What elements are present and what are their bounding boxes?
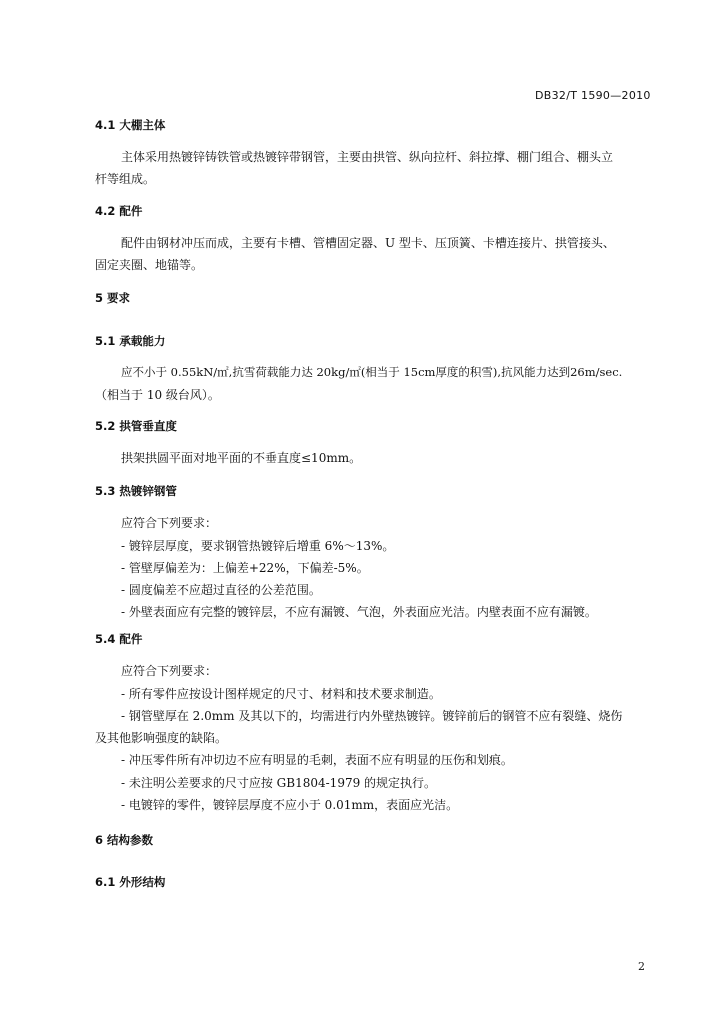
section-heading-4-2: 4.2 配件 (95, 204, 143, 218)
list-item: - 钢管壁厚在 2.0mm 及其以下的，均需进行内外壁热镀锌。镀锌前后的钢管不应有裂缝、烧伤 (121, 709, 623, 723)
paragraph-4-1-line1: 主体采用热镀锌铸铁管或热镀锌带钢管，主要由拱管、纵向拉杆、斜拉撑、棚门组合、棚头立 (121, 150, 614, 164)
section-heading-5-3: 5.3 热镀锌钢管 (95, 484, 177, 498)
paragraph-4-1-line2: 杆等组成。 (95, 172, 156, 186)
section-heading-5-1: 5.1 承载能力 (95, 334, 166, 348)
section-heading-5-4: 5.4 配件 (95, 632, 143, 646)
list-item: - 外壁表面应有完整的镀锌层，不应有漏镀、气泡，外表面应光洁。内壁表面不应有漏镀。 (121, 605, 597, 619)
paragraph-4-2-line1: 配件由钢材冲压而成，主要有卡槽、管槽固定器、U 型卡、压顶簧、卡槽连接片、拱管接头、 (121, 236, 615, 250)
list-item: - 所有零件应按设计图样规定的尺寸、材料和技术要求制造。 (121, 687, 441, 701)
section-heading-5-2: 5.2 拱管垂直度 (95, 419, 177, 433)
list-item: - 管壁厚偏差为：上偏差+22%，下偏差-5%。 (121, 561, 369, 575)
paragraph-5-1-line1: 应不小于 0.55kN/㎡,抗雪荷载能力达 20kg/㎡(相当于 15cm厚度的积雪),抗风能力达到26m/sec. (121, 365, 623, 379)
list-item: - 圆度偏差不应超过直径的公差范围。 (121, 583, 321, 597)
standard-code: DB32/T 1590—2010 (535, 89, 651, 102)
list-item: - 冲压零件所有冲切边不应有明显的毛刺，表面不应有明显的压伤和划痕。 (121, 753, 513, 767)
list-item: - 镀锌层厚度，要求钢管热镀锌后增重 6%～13%。 (121, 539, 395, 553)
paragraph-4-2-line2: 固定夹圈、地锚等。 (95, 258, 204, 272)
paragraph-5-2-line1: 拱架拱圆平面对地平面的不垂直度≤10mm。 (121, 451, 362, 465)
section-heading-6-1: 6.1 外形结构 (95, 875, 166, 889)
requirements-intro-5-3: 应符合下列要求： (121, 516, 218, 530)
list-item-continuation: 及其他影响强度的缺陷。 (95, 731, 228, 745)
list-item: - 电镀锌的零件，镀锌层厚度不应小于 0.01mm，表面应光洁。 (121, 798, 459, 812)
requirements-intro-5-4: 应符合下列要求： (121, 664, 218, 678)
page-number: 2 (638, 960, 645, 973)
list-item: - 未注明公差要求的尺寸应按 GB1804-1979 的规定执行。 (121, 776, 437, 790)
section-heading-4-1: 4.1 大棚主体 (95, 118, 166, 132)
section-heading-5: 5 要求 (95, 291, 131, 305)
section-heading-6: 6 结构参数 (95, 833, 154, 847)
paragraph-5-1-line2: （相当于 10 级台风）。 (95, 388, 220, 402)
